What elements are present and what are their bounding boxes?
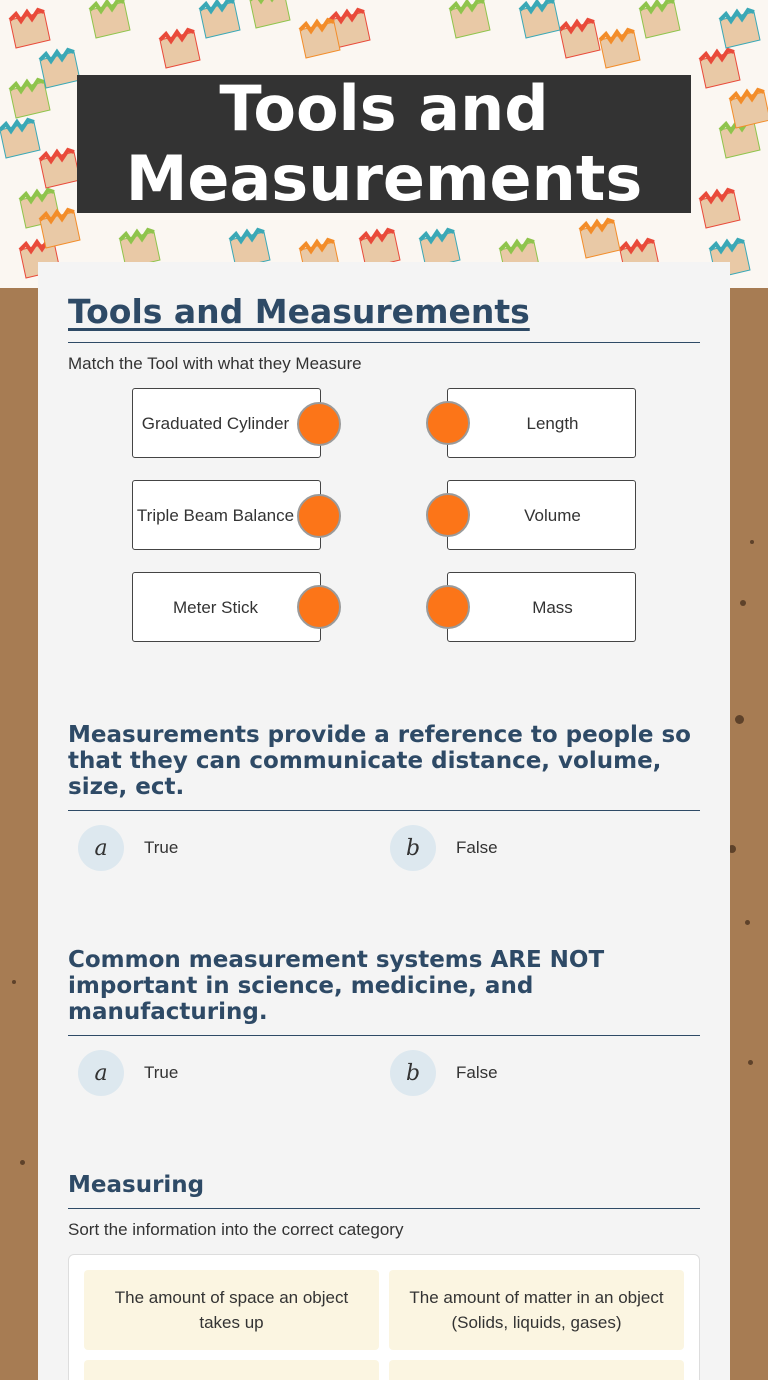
header-banner <box>0 0 768 288</box>
speck <box>735 715 744 724</box>
option-b-badge[interactable]: b <box>390 1050 436 1096</box>
divider <box>68 1208 700 1209</box>
match-left-item-2[interactable]: Triple Beam Balance <box>132 480 321 550</box>
sort-card[interactable]: The amount of matter in an object (Solids, liquids, gases) <box>389 1270 684 1350</box>
speck <box>748 1060 753 1065</box>
divider <box>68 1035 700 1036</box>
match-connector-right-1[interactable] <box>426 401 470 445</box>
option-a-badge[interactable]: a <box>78 825 124 871</box>
divider <box>68 342 700 343</box>
option-a-badge[interactable]: a <box>78 1050 124 1096</box>
match-connector-right-3[interactable] <box>426 585 470 629</box>
sort-card[interactable] <box>84 1360 379 1380</box>
option-true-label[interactable]: True <box>144 1063 179 1082</box>
speck <box>20 1160 25 1165</box>
option-false-label[interactable]: False <box>456 838 498 857</box>
match-connector-left-2[interactable] <box>297 494 341 538</box>
match-right-item-1[interactable]: Length <box>447 388 636 458</box>
section-title-measuring: Measuring <box>68 1172 205 1198</box>
sort-card[interactable]: The amount of space an object takes up <box>84 1270 379 1350</box>
speck <box>740 600 746 606</box>
sort-area <box>68 1254 700 1380</box>
option-b-badge[interactable]: b <box>390 825 436 871</box>
question-2-text: Common measurement systems ARE NOT important in science, medicine, and manufacturing. <box>68 947 605 1025</box>
match-left-item-3[interactable]: Meter Stick <box>132 572 321 642</box>
option-true-label[interactable]: True <box>144 838 179 857</box>
worksheet <box>38 262 730 1380</box>
question-1-text: Measurements provide a reference to people so that they can communicate distance, volume, size, ect. <box>68 722 691 800</box>
matching-instruction: Match the Tool with what they Measure <box>68 354 362 373</box>
match-connector-right-2[interactable] <box>426 493 470 537</box>
speck <box>750 540 754 544</box>
divider <box>68 810 700 811</box>
match-connector-left-1[interactable] <box>297 402 341 446</box>
section-title-matching: Tools and Measurements <box>68 292 530 331</box>
speck <box>12 980 16 984</box>
match-right-item-3[interactable]: Mass <box>447 572 636 642</box>
option-false-label[interactable]: False <box>456 1063 498 1082</box>
match-connector-left-3[interactable] <box>297 585 341 629</box>
match-left-item-1[interactable]: Graduated Cylinder <box>132 388 321 458</box>
match-right-item-2[interactable]: Volume <box>447 480 636 550</box>
sort-instruction: Sort the information into the correct category <box>68 1220 404 1239</box>
speck <box>745 920 750 925</box>
page-title: Tools and Measurements <box>77 75 691 213</box>
sort-card[interactable] <box>389 1360 684 1380</box>
